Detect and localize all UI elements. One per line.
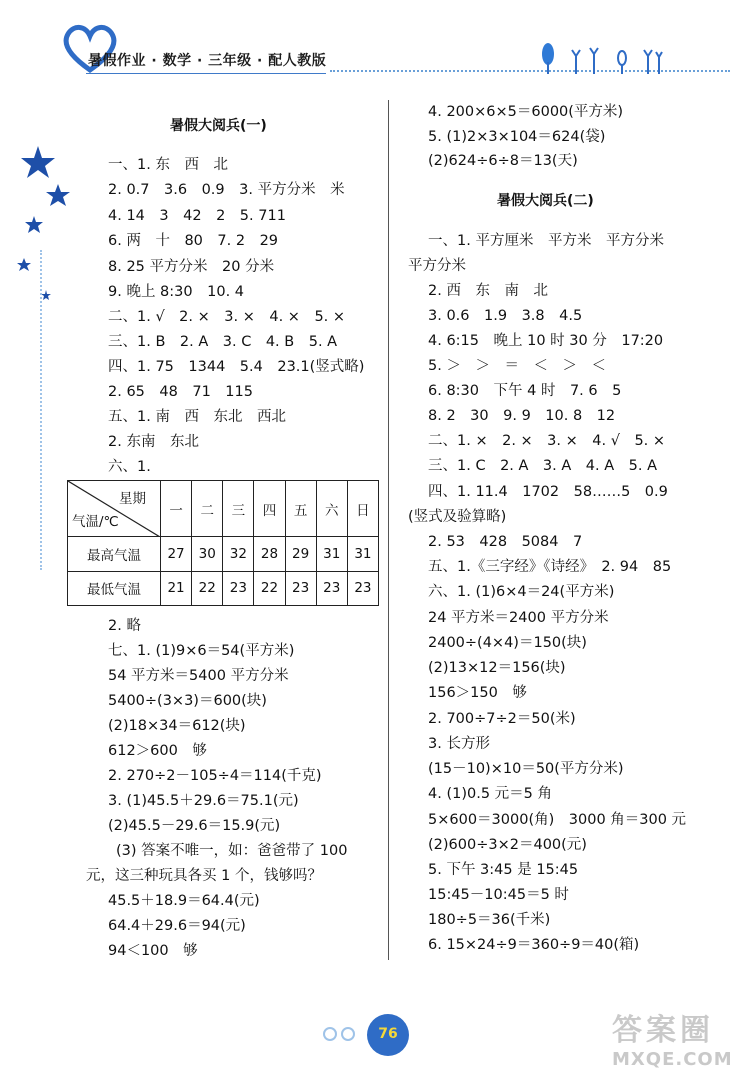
- answer-line: 6. 8:30 下午 4 时 7. 6 5: [428, 383, 622, 399]
- answer-line: 四、1. 75 1344 5.4 23.1(竖式略): [108, 359, 365, 375]
- table-day-header: 六: [316, 481, 347, 537]
- answer-line: 612＞600 够: [108, 743, 207, 759]
- answer-line: 180÷5＝36(千米): [428, 912, 551, 928]
- answer-line: 3. 长方形: [428, 736, 490, 752]
- answer-line: 64.4＋29.6＝94(元): [108, 918, 246, 934]
- answer-line: 8. 25 平方分米 20 分米: [108, 259, 275, 275]
- answer-line: 2. 65 48 71 115: [108, 384, 253, 400]
- section-title-1: 暑假大阅兵(一): [170, 118, 267, 134]
- answer-line: (竖式及验算略): [408, 509, 507, 525]
- table-row-label: 最低气温: [68, 571, 161, 606]
- table-day-header: 三: [223, 481, 254, 537]
- answer-line: 9. 晚上 8:30 10. 4: [108, 284, 245, 300]
- table-cell: 28: [254, 537, 285, 572]
- watermark-url: MXQE.COM: [612, 1049, 733, 1070]
- answer-line: 4. 14 3 42 2 5. 711: [108, 208, 286, 224]
- answer-line: 2. 0.7 3.6 0.9 3. 平方分米 米: [108, 182, 345, 198]
- answer-line: 5. ＞ ＞ ＝ ＜ ＞ ＜: [428, 358, 606, 374]
- answer-line: 45.5＋18.9＝64.4(元): [108, 893, 260, 909]
- answer-line: 五、1. 南 西 东北 西北: [108, 409, 286, 425]
- table-cell: 23: [285, 571, 316, 606]
- table-day-header: 四: [254, 481, 285, 537]
- table-cell: 27: [161, 537, 192, 572]
- table-cell: 31: [316, 537, 347, 572]
- watermark-logo: [612, 1005, 742, 1070]
- answer-line: 2. 53 428 5084 7: [428, 534, 583, 550]
- table-cell: 22: [254, 571, 285, 606]
- answer-line: 一、1. 东 西 北: [108, 157, 228, 173]
- table-cell: 21: [161, 571, 192, 606]
- answer-line: 2400÷(4×4)＝150(块): [428, 635, 587, 651]
- table-cell: 32: [223, 537, 254, 572]
- table-row-label: 最高气温: [68, 537, 161, 572]
- answer-line: 平方分米: [408, 258, 466, 274]
- answer-line: 8. 2 30 9. 9 10. 8 12: [428, 408, 616, 424]
- answer-line: 元，这三种玩具各买 1 个，钱够吗？: [86, 868, 322, 884]
- footer-ornament-icon: [320, 1024, 370, 1044]
- answer-line: 2. 西 东 南 北: [428, 283, 548, 299]
- page-number: 76: [378, 1026, 398, 1042]
- answer-line: 156＞150 够: [428, 685, 527, 701]
- answer-line: (2)18×34＝612(块): [108, 718, 246, 734]
- table-cell: 23: [223, 571, 254, 606]
- table-cell: 23: [347, 571, 378, 606]
- table-day-header: 日: [347, 481, 378, 537]
- table-cell: 29: [285, 537, 316, 572]
- table-day-header: 二: [192, 481, 223, 537]
- answer-line: 6. 两 十 80 7. 2 29: [108, 233, 279, 249]
- answer-line: 2. 略: [108, 618, 141, 634]
- watermark-title: 答案圈: [612, 1013, 714, 1048]
- table-cell: 30: [192, 537, 223, 572]
- answer-line: 七、1. (1)9×6＝54(平方米): [108, 643, 295, 659]
- answer-line: 2. 东南 东北: [108, 434, 199, 450]
- section-title-2: 暑假大阅兵(二): [497, 193, 594, 209]
- answer-line: (15－10)×10＝50(平方分米): [428, 761, 624, 777]
- answer-line: 二、1. × 2. × 3. × 4. √ 5. ×: [428, 433, 666, 449]
- answer-line: 六、1. (1)6×4＝24(平方米): [428, 584, 615, 600]
- answer-line: 3. (1)45.5＋29.6＝75.1(元): [108, 793, 299, 809]
- answer-line: 15:45－10:45＝5 时: [428, 887, 569, 903]
- table-cell: 23: [316, 571, 347, 606]
- answer-line: 2. 700÷7÷2＝50(米): [428, 711, 576, 727]
- answer-line: (2)45.5－29.6＝15.9(元): [108, 818, 281, 834]
- answer-line: 5400÷(3×3)＝600(块): [108, 693, 267, 709]
- answer-line: 三、1. C 2. A 3. A 4. A 5. A: [428, 458, 658, 474]
- answer-line: (2)624÷6÷8＝13(天): [428, 153, 578, 169]
- answer-line: (3) 答案不唯一，如：爸爸带了 100: [116, 843, 348, 859]
- answer-line: 3. 0.6 1.9 3.8 4.5: [428, 308, 583, 324]
- answer-line: 二、1. √ 2. × 3. × 4. × 5. ×: [108, 309, 346, 325]
- book-title: 暑假作业 · 数学 · 三年级 · 配人教版: [88, 53, 327, 69]
- answer-line: 6. 15×24÷9＝360÷9＝40(箱): [428, 937, 640, 953]
- answer-line: 5×600＝3000(角) 3000 角＝300 元: [428, 812, 687, 828]
- table-cell: 22: [192, 571, 223, 606]
- answer-line: (2)13×12＝156(块): [428, 660, 566, 676]
- answer-line: 94＜100 够: [108, 943, 198, 959]
- table-header-bottom: 气温/℃: [72, 514, 119, 530]
- answer-line: 5. 下午 3:45 是 15:45: [428, 862, 579, 878]
- table-cell: 31: [347, 537, 378, 572]
- answer-line: 2. 270÷2－105÷4＝114(千克): [108, 768, 322, 784]
- answer-line: (2)600÷3×2＝400(元): [428, 837, 587, 853]
- answer-line: 54 平方米＝5400 平方分米: [108, 668, 289, 684]
- table-day-header: 一: [161, 481, 192, 537]
- answer-line: 一、1. 平方厘米 平方米 平方分米: [428, 233, 664, 249]
- answer-line: 四、1. 11.4 1702 58……5 0.9: [428, 484, 668, 500]
- answer-line: 六、1.: [108, 459, 151, 475]
- answer-line: 4. 6:15 晚上 10 时 30 分 17:20: [428, 333, 664, 349]
- answer-line: 4. 200×6×5＝6000(平方米): [428, 104, 624, 120]
- table-day-header: 五: [285, 481, 316, 537]
- answer-line: 5. (1)2×3×104＝624(袋): [428, 129, 606, 145]
- answer-line: 24 平方米＝2400 平方分米: [428, 610, 609, 626]
- table-header-top: 星期: [119, 491, 146, 507]
- answer-line: 4. (1)0.5 元＝5 角: [428, 786, 552, 802]
- answer-line: 五、1.《三字经》《诗经》 2. 94 85: [428, 559, 672, 575]
- answer-line: 三、1. B 2. A 3. C 4. B 5. A: [108, 334, 338, 350]
